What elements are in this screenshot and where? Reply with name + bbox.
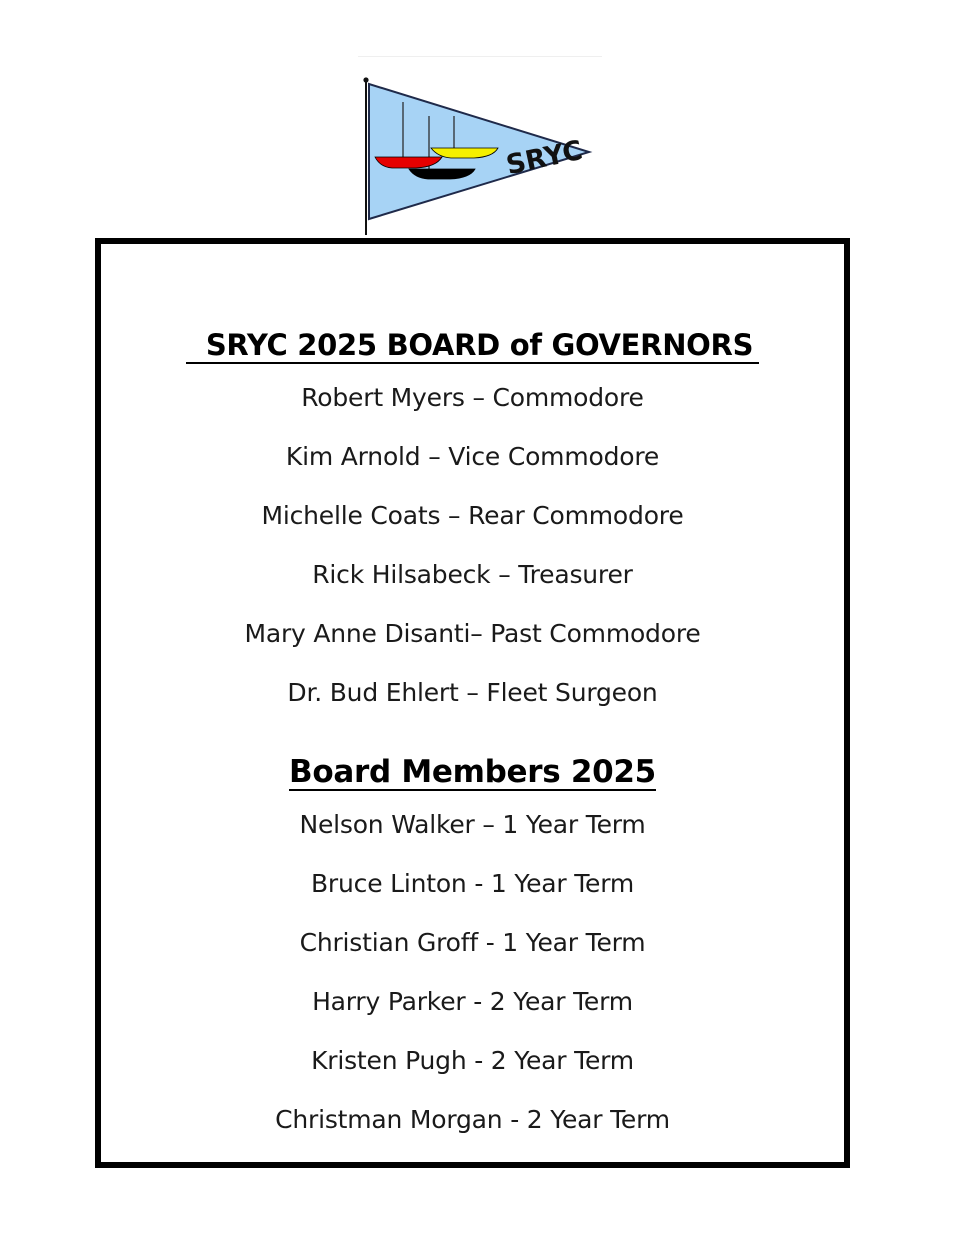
member-line: Bruce Linton - 1 Year Term — [310, 869, 635, 898]
officer-line: Michelle Coats – Rear Commodore — [261, 501, 684, 530]
officer-line: Rick Hilsabeck – Treasurer — [312, 560, 633, 589]
officer-line: Dr. Bud Ehlert – Fleet Surgeon — [287, 678, 658, 707]
board-of-governors-heading: SRYC 2025 BOARD of GOVERNORS — [101, 328, 844, 364]
officer-line: Robert Myers – Commodore — [301, 383, 644, 412]
officer-line: Mary Anne Disanti– Past Commodore — [244, 619, 701, 648]
member-line: Kristen Pugh - 2 Year Term — [311, 1046, 634, 1075]
flag-pole-finial — [363, 77, 368, 82]
member-line: Harry Parker - 2 Year Term — [312, 987, 633, 1016]
sryc-burgee-logo — [358, 72, 602, 240]
top-divider — [358, 56, 602, 57]
burgee-lettering: SRYC — [503, 134, 586, 182]
officer-line: Kim Arnold – Vice Commodore — [285, 442, 660, 471]
member-line: Nelson Walker – 1 Year Term — [299, 810, 646, 839]
member-line: Christian Groff - 1 Year Term — [299, 928, 646, 957]
board-members-heading: Board Members 2025 — [289, 754, 656, 790]
member-line: Christman Morgan - 2 Year Term — [275, 1105, 670, 1134]
board-frame — [95, 238, 850, 1168]
